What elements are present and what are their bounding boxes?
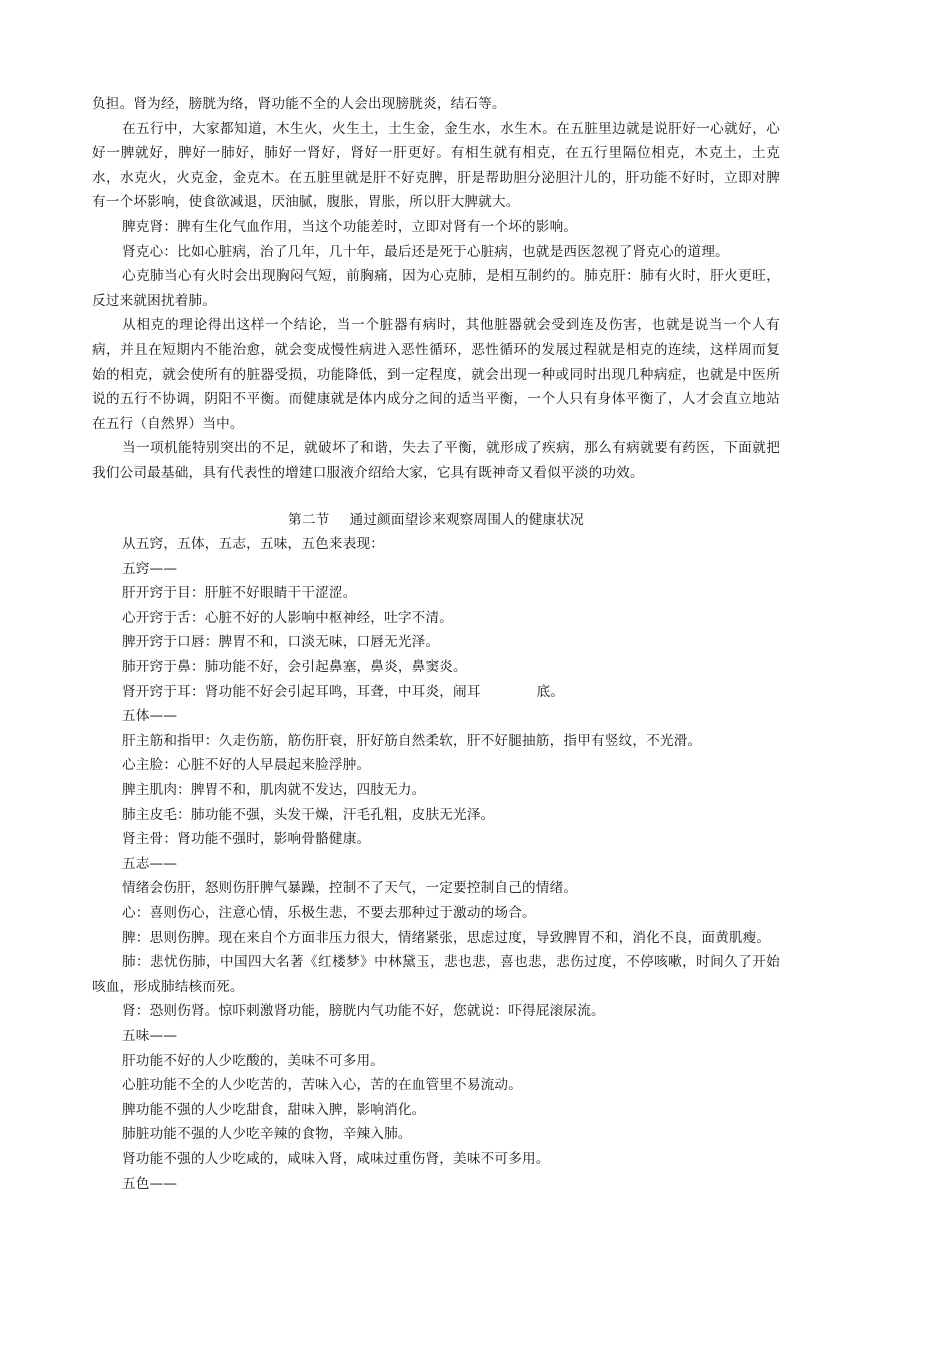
- list-item: 肝主筋和指甲：久走伤筋，筋伤肝衰，肝好筋自然柔软，肝不好腿抽筋，指甲有竖纹，不光滑。: [122, 732, 702, 749]
- list-item: 肝功能不好的人少吃酸的，美味不可多用。: [122, 1052, 385, 1069]
- list-item: 肺主皮毛：肺功能不强，头发干燥，汗毛孔粗，皮肤无光泽。: [122, 806, 495, 823]
- list-item: 肺脏功能不强的人少吃辛辣的食物，辛辣入肺。: [122, 1126, 412, 1143]
- list-item: 脾：思则伤脾。现在来自个方面非压力很大，情绪紧张，思虑过度，导致脾胃不和，消化不良，面黄肌瘦。: [122, 929, 771, 946]
- list-item: 肝开窍于目：肝脏不好眼睛干干涩涩。: [122, 585, 357, 602]
- ear-line-start: 肾开窍于耳：肾功能不好会引起耳鸣，耳聋，中耳炎，闹耳: [122, 683, 481, 700]
- list-item: 肾主骨：肾功能不强时，影响骨骼健康。: [122, 831, 371, 848]
- list-item: 肾：恐则伤肾。惊吓刺激肾功能，膀胱内气功能不好，您就说：吓得屁滚尿流。: [122, 1003, 605, 1020]
- paragraph: 脾克肾：脾有生化气血作用，当这个功能差时，立即对肾有一个坏的影响。: [122, 218, 578, 235]
- paragraph: 负担。肾为经，膀胱为络，肾功能不全的人会出现膀胱炎，结石等。: [92, 96, 506, 112]
- section-heading: [92, 508, 780, 533]
- paragraph: 肾克心：比如心脏病，治了几年，几十年，最后还是死于心脏病，也就是西医忽视了肾克心的道理。: [122, 243, 729, 260]
- paragraph: 心克肺当心有火时会出现胸闷气短，前胸痛，因为心克肺，是相互制约的。肺克肝：肺有火时，肝火更旺，反过来就困扰着肺。: [92, 268, 780, 309]
- list-item: 肾功能不强的人少吃咸的，咸味入肾，咸味过重伤肾，美味不可多用。: [122, 1150, 550, 1167]
- section-number: 第二节: [288, 511, 330, 528]
- list-item: 情绪会伤肝，怒则伤肝脾气暴躁，控制不了天气，一定要控制自己的情绪。: [122, 880, 578, 897]
- list-item: 心：喜则伤心，注意心情，乐极生悲，不要去那种过于激动的场合。: [122, 905, 536, 921]
- list-item: 心主脸：心脏不好的人早晨起来脸浮肿。: [122, 757, 371, 774]
- list-item: 肺：悲忧伤肺，中国四大名著《红楼梦》中林黛玉，悲也悲，喜也悲，悲伤过度，不停咳嗽，时间久了开始咳血，形成肺结核而死。: [92, 954, 780, 995]
- list-item: 脾主肌肉：脾胃不和，肌肉就不发达，四肢无力。: [122, 782, 426, 799]
- paragraph: 从相克的理论得出这样一个结论，当一个脏器有病时，其他脏器就会受到连及伤害，也就是说当一个人有病，并且在短期内不能治愈，就会变成慢性病进入恶性循环，恶性循环的发展过程就是相克的连续，这样周而复始的相克，就会使所有的脏器受损，功能降低，到一定程度，就会出现一种或同时出现几种病症，也就是中医所说的五行不协调，阴阳不平衡。而健康就是体内成分之间的适当平衡，一个人只有身体平衡了，人才会直立地站在五行（自然界）当中。: [92, 317, 780, 432]
- list-item: 脾功能不强的人少吃甜食，甜味入脾，影响消化。: [122, 1101, 426, 1118]
- subsection-heading-wuqiao: 五窍——: [122, 560, 178, 577]
- subsection-heading-wuse: 五色——: [122, 1175, 178, 1192]
- ear-line-end: 底。: [536, 683, 565, 700]
- document-page: [92, 92, 780, 1196]
- list-item: 肺开窍于鼻：肺功能不好，会引起鼻塞，鼻炎，鼻窦炎。: [122, 659, 467, 676]
- intro-line: 从五窍，五体，五志，五味，五色来表现：: [122, 536, 385, 553]
- subsection-heading-wuti: 五体——: [122, 708, 178, 725]
- list-item: 脾开窍于口唇：脾胃不和，口淡无味，口唇无光泽。: [122, 634, 440, 651]
- list-item-ear: [92, 680, 780, 705]
- paragraph: 在五行中，大家都知道，木生火，火生土，土生金，金生水，水生木。在五脏里边就是说肝好一心就好，心好一脾就好，脾好一肺好，肺好一肾好，肾好一肝更好。有相生就有相克，在五行里隔位相克，木克土，土克水，水克火，火克金，金克木。在五脏里就是肝不好克脾，肝是帮助胆分泌胆汁儿的，肝功能不好时，立即对脾有一个坏影响，使食欲减退，厌油腻，腹胀，胃胀，所以肝大脾就大。: [92, 120, 780, 211]
- paragraph: 当一项机能特别突出的不足，就破坏了和谐，失去了平衡，就形成了疾病，那么有病就要有药医，下面就把我们公司最基础，具有代表性的增建口服液介绍给大家，它具有既神奇又看似平淡的功效。: [92, 440, 780, 481]
- section-spacer: [92, 486, 780, 508]
- list-item: 心脏功能不全的人少吃苦的，苦味入心，苦的在血管里不易流动。: [122, 1077, 523, 1094]
- subsection-heading-wuzhi: 五志——: [122, 855, 178, 872]
- subsection-heading-wuwei: 五味——: [122, 1027, 178, 1044]
- list-item: 心开窍于舌：心脏不好的人影响中枢神经，吐字不清。: [122, 609, 454, 626]
- section-title: 通过颜面望诊来观察周围人的健康状况: [349, 511, 584, 528]
